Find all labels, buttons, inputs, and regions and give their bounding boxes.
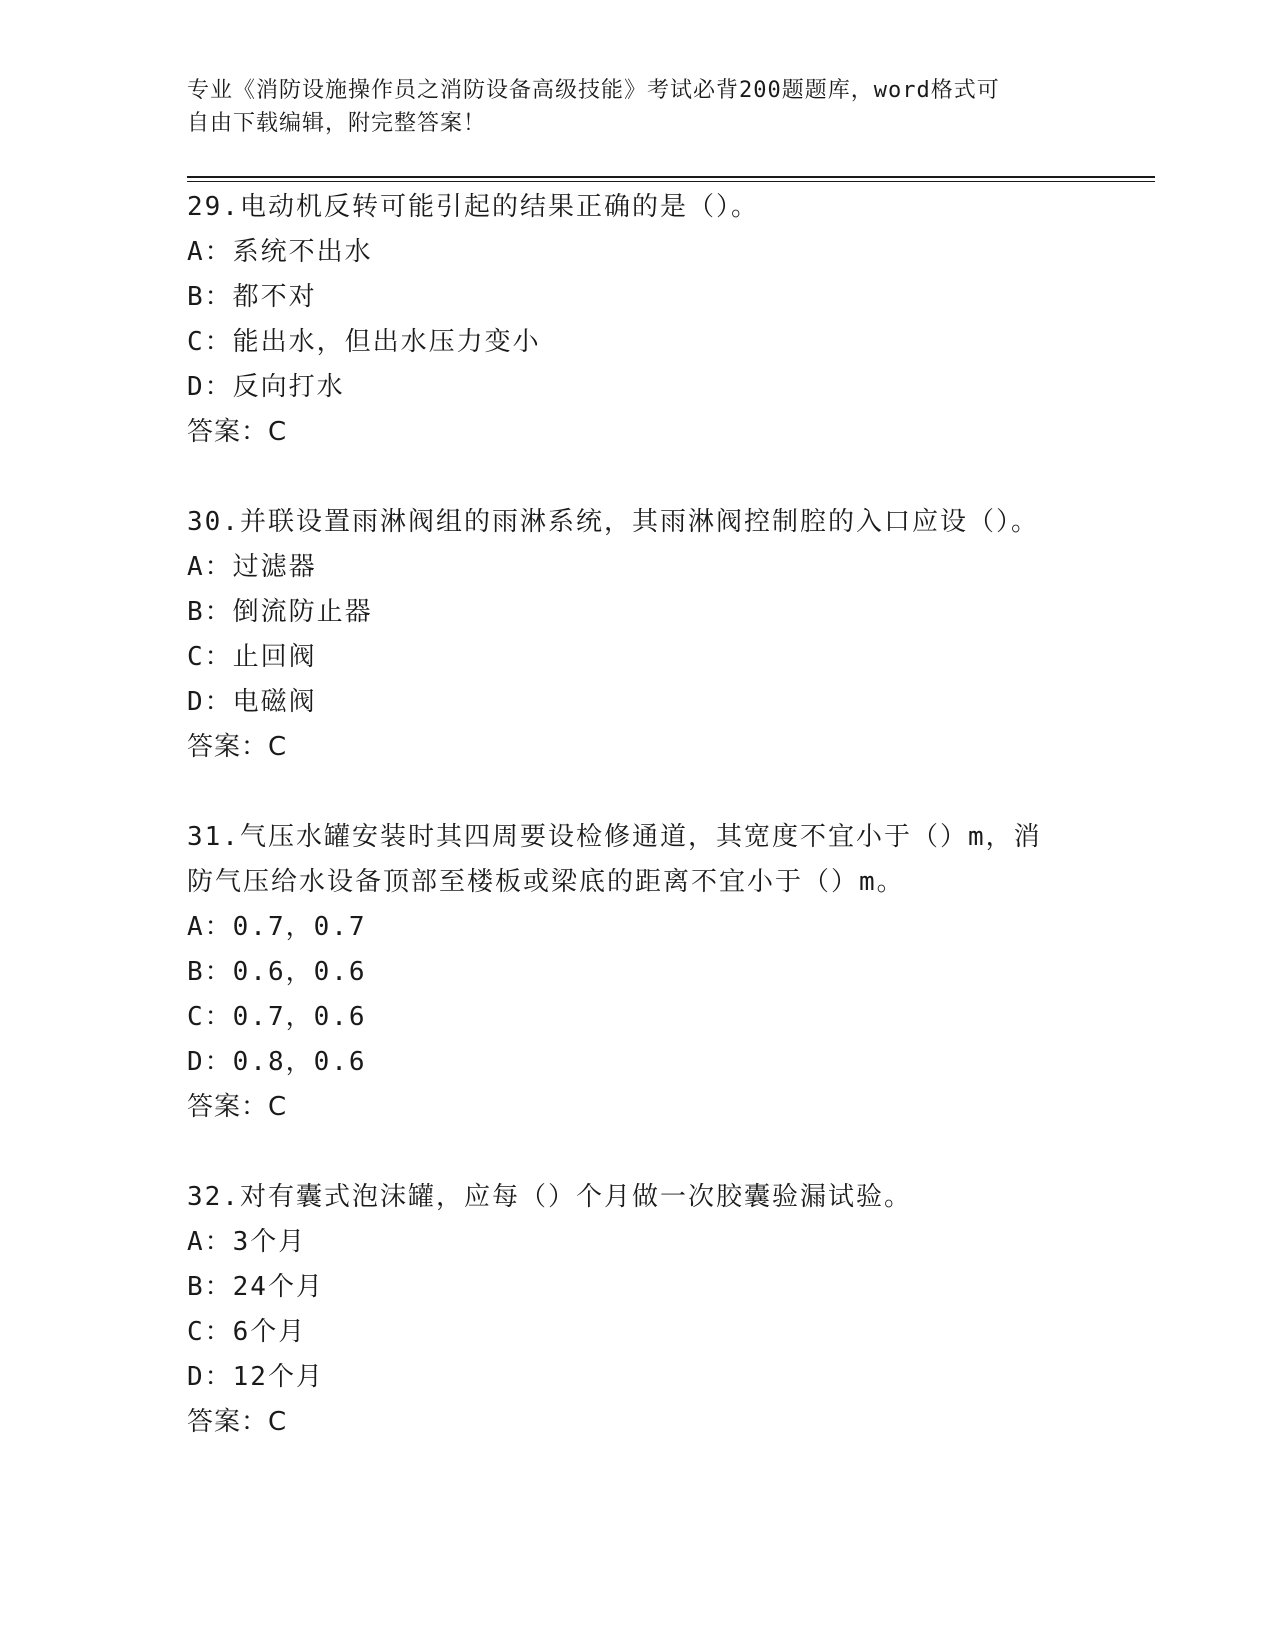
option-c: C：能出水，但出水压力变小 (187, 327, 541, 357)
header-line-2: 自由下载编辑，附完整答案！ (187, 111, 487, 136)
header-divider (187, 176, 1155, 182)
option-c: C：止回阀 (187, 642, 317, 672)
option-a: A：系统不出水 (187, 237, 373, 267)
question-block (187, 500, 1187, 770)
option-d: D：电磁阀 (187, 687, 317, 717)
option-b: B：倒流防止器 (187, 597, 373, 627)
option-b: B：0.6，0.6 (187, 957, 367, 987)
question-stem: 32.对有囊式泡沫罐，应每（）个月做一次胶囊验漏试验。 (187, 1182, 912, 1212)
question-stem: 29.电动机反转可能引起的结果正确的是（）。 (187, 192, 759, 222)
option-a: A：过滤器 (187, 552, 317, 582)
option-d: D：12个月 (187, 1362, 324, 1392)
option-b: B：都不对 (187, 282, 317, 312)
option-a: A：3个月 (187, 1227, 307, 1257)
option-c: C：0.7，0.6 (187, 1002, 367, 1032)
option-b: B：24个月 (187, 1272, 324, 1302)
answer-line: 答案：C (187, 1407, 288, 1437)
option-c: C：6个月 (187, 1317, 307, 1347)
question-stem-line-1: 31.气压水罐安装时其四周要设检修通道，其宽度不宜小于（）m，消 (187, 822, 1042, 852)
answer-line: 答案：C (187, 732, 288, 762)
question-stem: 30.并联设置雨淋阀组的雨淋系统，其雨淋阀控制腔的入口应设（）。 (187, 507, 1039, 537)
answer-line: 答案：C (187, 417, 288, 447)
header-line-1: 专业《消防设施操作员之消防设备高级技能》考试必背200题题库，word格式可 (187, 78, 1000, 103)
document-header (187, 74, 1067, 140)
answer-line: 答案：C (187, 1092, 288, 1122)
question-stem-line-2: 防气压给水设备顶部至楼板或梁底的距离不宜小于（）m。 (187, 867, 905, 897)
option-d: D：反向打水 (187, 372, 345, 402)
question-block (187, 1175, 1187, 1445)
option-a: A：0.7，0.7 (187, 912, 367, 942)
question-block (187, 185, 1187, 455)
option-d: D：0.8，0.6 (187, 1047, 367, 1077)
question-block (187, 815, 1187, 1130)
